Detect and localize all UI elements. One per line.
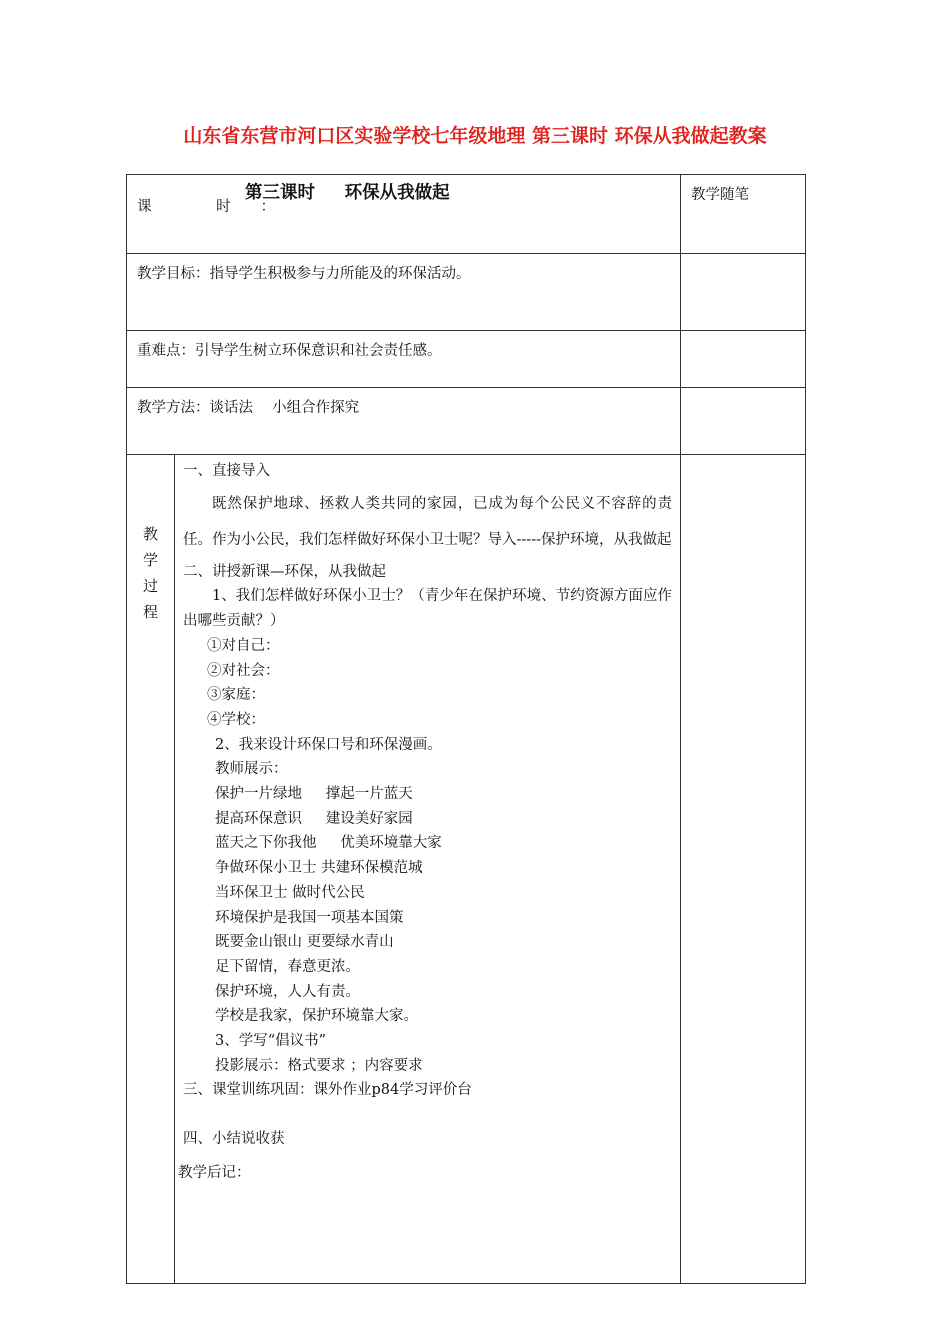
key-points-cell: 重难点：引导学生树立环保意识和社会责任感。	[127, 331, 681, 388]
objective-cell: 教学目标：指导学生积极参与力所能及的环保活动。	[127, 254, 681, 331]
teacher-show-label: 教师展示：	[215, 761, 288, 778]
methods-cell: 教学方法：谈话法 小组合作探究	[127, 388, 681, 455]
slogan-item: 足下留情，春意更浓。	[215, 958, 360, 975]
slogan-item: 蓝天之下你我他 优美环境靠大家	[215, 835, 442, 852]
slogan-item: 提高环保意识 建设美好家园	[215, 810, 413, 827]
section-2-question-3: 3、学写“倡议书”	[215, 1033, 327, 1050]
process-label-text	[127, 521, 174, 625]
list-item: ②对社会：	[207, 662, 280, 679]
section-2-question-2: 2、我来设计环保口号和环保漫画。	[215, 736, 442, 753]
process-label-char: 程	[142, 603, 158, 621]
lesson-plan-table	[126, 174, 806, 1284]
period-cell	[127, 175, 681, 254]
notes-cell	[681, 455, 806, 1284]
list-item: ④学校：	[207, 711, 265, 728]
notes-cell	[681, 388, 806, 455]
section-4-heading: 四、小结说收获	[183, 1131, 285, 1148]
list-item: ③家庭：	[207, 687, 265, 704]
item-list	[183, 634, 672, 733]
slogan-item: 保护一片绿地 撑起一片蓝天	[215, 786, 413, 803]
objective-row	[127, 254, 806, 331]
process-row	[127, 455, 806, 1284]
section-1-heading: 一、直接导入	[183, 463, 270, 479]
section-1-paragraph: 既然保护地球、拯救人类共同的家园，已成为每个公民义不容辞的责任。作为小公民，我们怎样做好环保小卫士呢？导入-----保护环境，从我做起	[183, 495, 672, 548]
notes-cell	[681, 331, 806, 388]
list-item: ①对自己：	[207, 637, 280, 654]
slogan-item: 争做环保小卫士 共建环保模范城	[215, 860, 423, 877]
process-label	[127, 455, 175, 1284]
process-cell	[175, 455, 681, 1284]
section-2-question-1: 1、我们怎样做好环保小卫士？（青少年在保护环境、节约资源方面应作出哪些贡献？）	[183, 588, 672, 630]
document-title: 山东省东营市河口区实验学校七年级地理 第三课时 环保从我做起教案	[183, 125, 767, 147]
slogan-item: 环境保护是我国一项基本国策	[215, 909, 404, 926]
section-3-heading: 三、课堂训练巩固：课外作业p84学习评价台	[183, 1082, 472, 1099]
process-label-char: 过	[142, 577, 158, 595]
key-points-row	[127, 331, 806, 388]
period-label: 课 时：	[137, 199, 306, 215]
slogan-list	[183, 782, 672, 1029]
period-row	[127, 175, 806, 254]
projection-line: 投影展示：格式要求 ；内容要求	[215, 1057, 423, 1074]
slogan-item: 既要金山银山 更要绿水青山	[215, 934, 394, 951]
section-2-heading: 二、讲授新课—环保，从我做起	[183, 563, 386, 580]
notes-cell	[681, 254, 806, 331]
process-label-char: 教	[142, 525, 158, 543]
slogan-item: 保护环境，人人有责。	[215, 983, 360, 1000]
slogan-item: 学校是我家，保护环境靠大家。	[215, 1008, 418, 1025]
methods-row	[127, 388, 806, 455]
notes-header: 教学随笔	[681, 175, 806, 254]
process-label-char: 学	[142, 551, 158, 569]
after-class-notes: 教学后记：	[178, 1165, 251, 1181]
slogan-item: 当环保卫士 做时代公民	[215, 884, 365, 901]
period-title: 第三课时 环保从我做起	[245, 183, 450, 203]
